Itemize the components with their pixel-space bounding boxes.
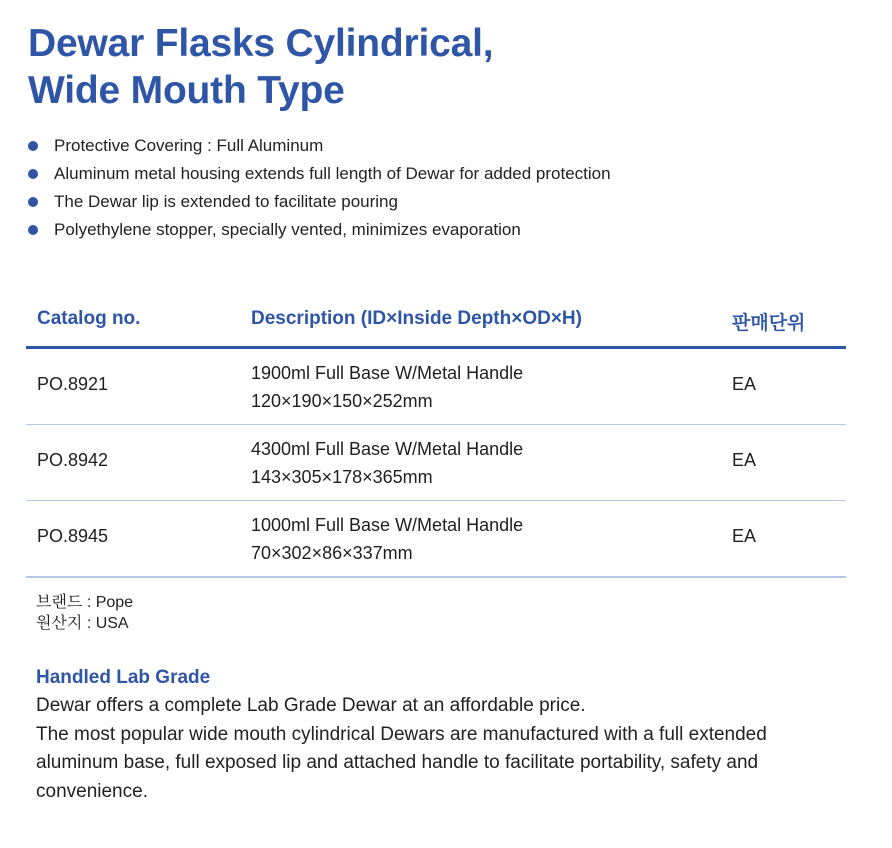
header-unit: 판매단위 xyxy=(732,313,806,334)
header-catalog: Catalog no. xyxy=(37,308,141,329)
body-line: aluminum base, full exposed lip and attached handle to facilitate portability, safety and xyxy=(36,752,759,773)
catalog-cell: PO.8921 xyxy=(37,374,109,394)
description-cell xyxy=(251,359,523,415)
bullet-dot-icon xyxy=(28,141,38,151)
bullet-dot-icon xyxy=(28,225,38,235)
catalog-cell: PO.8942 xyxy=(37,450,109,470)
body-line: Dewar offers a complete Lab Grade Dewar at an affordable price. xyxy=(36,695,586,716)
description-dimensions: 143×305×178×365mm xyxy=(251,467,433,487)
page-title-line-1: Dewar Flasks Cylindrical, xyxy=(28,22,494,65)
feature-text: Polyethylene stopper, specially vented, minimizes evaporation xyxy=(54,220,521,239)
brand-label: 브랜드 : Pope xyxy=(36,594,134,611)
feature-item xyxy=(26,189,611,217)
description-name: 1000ml Full Base W/Metal Handle xyxy=(251,515,524,535)
origin-label: 원산지 : USA xyxy=(36,615,129,632)
description-name: 1900ml Full Base W/Metal Handle xyxy=(251,363,524,383)
section-body xyxy=(36,692,856,806)
bullet-dot-icon xyxy=(28,197,38,207)
feature-list xyxy=(26,133,611,245)
section-title: Handled Lab Grade xyxy=(36,667,211,688)
unit-cell: EA xyxy=(732,450,757,470)
description-cell xyxy=(251,511,523,567)
unit-cell: EA xyxy=(732,374,757,394)
product-table xyxy=(26,296,846,578)
unit-cell: EA xyxy=(732,526,757,546)
description-dimensions: 120×190×150×252mm xyxy=(251,391,433,411)
page-title xyxy=(28,20,493,114)
header-description: Description (ID×Inside Depth×OD×H) xyxy=(251,308,582,329)
description-name: 4300ml Full Base W/Metal Handle xyxy=(251,439,524,459)
catalog-cell: PO.8945 xyxy=(37,526,109,546)
feature-text: Aluminum metal housing extends full length of Dewar for added protection xyxy=(54,164,611,183)
bullet-dot-icon xyxy=(28,169,38,179)
page-title-line-2: Wide Mouth Type xyxy=(28,69,345,112)
feature-item xyxy=(26,133,611,161)
table-row xyxy=(26,349,846,425)
product-meta xyxy=(36,592,133,634)
feature-text: The Dewar lip is extended to facilitate pouring xyxy=(54,192,398,211)
table-row xyxy=(26,501,846,578)
description-cell xyxy=(251,435,523,491)
feature-text: Protective Covering : Full Aluminum xyxy=(54,136,324,155)
body-line: convenience. xyxy=(36,780,148,802)
body-line: The most popular wide mouth cylindrical Dewars are manufactured with a full extended xyxy=(36,723,767,745)
description-dimensions: 70×302×86×337mm xyxy=(251,543,413,563)
feature-item xyxy=(26,217,611,245)
table-header xyxy=(26,296,846,349)
feature-item xyxy=(26,161,611,189)
table-row xyxy=(26,425,846,501)
